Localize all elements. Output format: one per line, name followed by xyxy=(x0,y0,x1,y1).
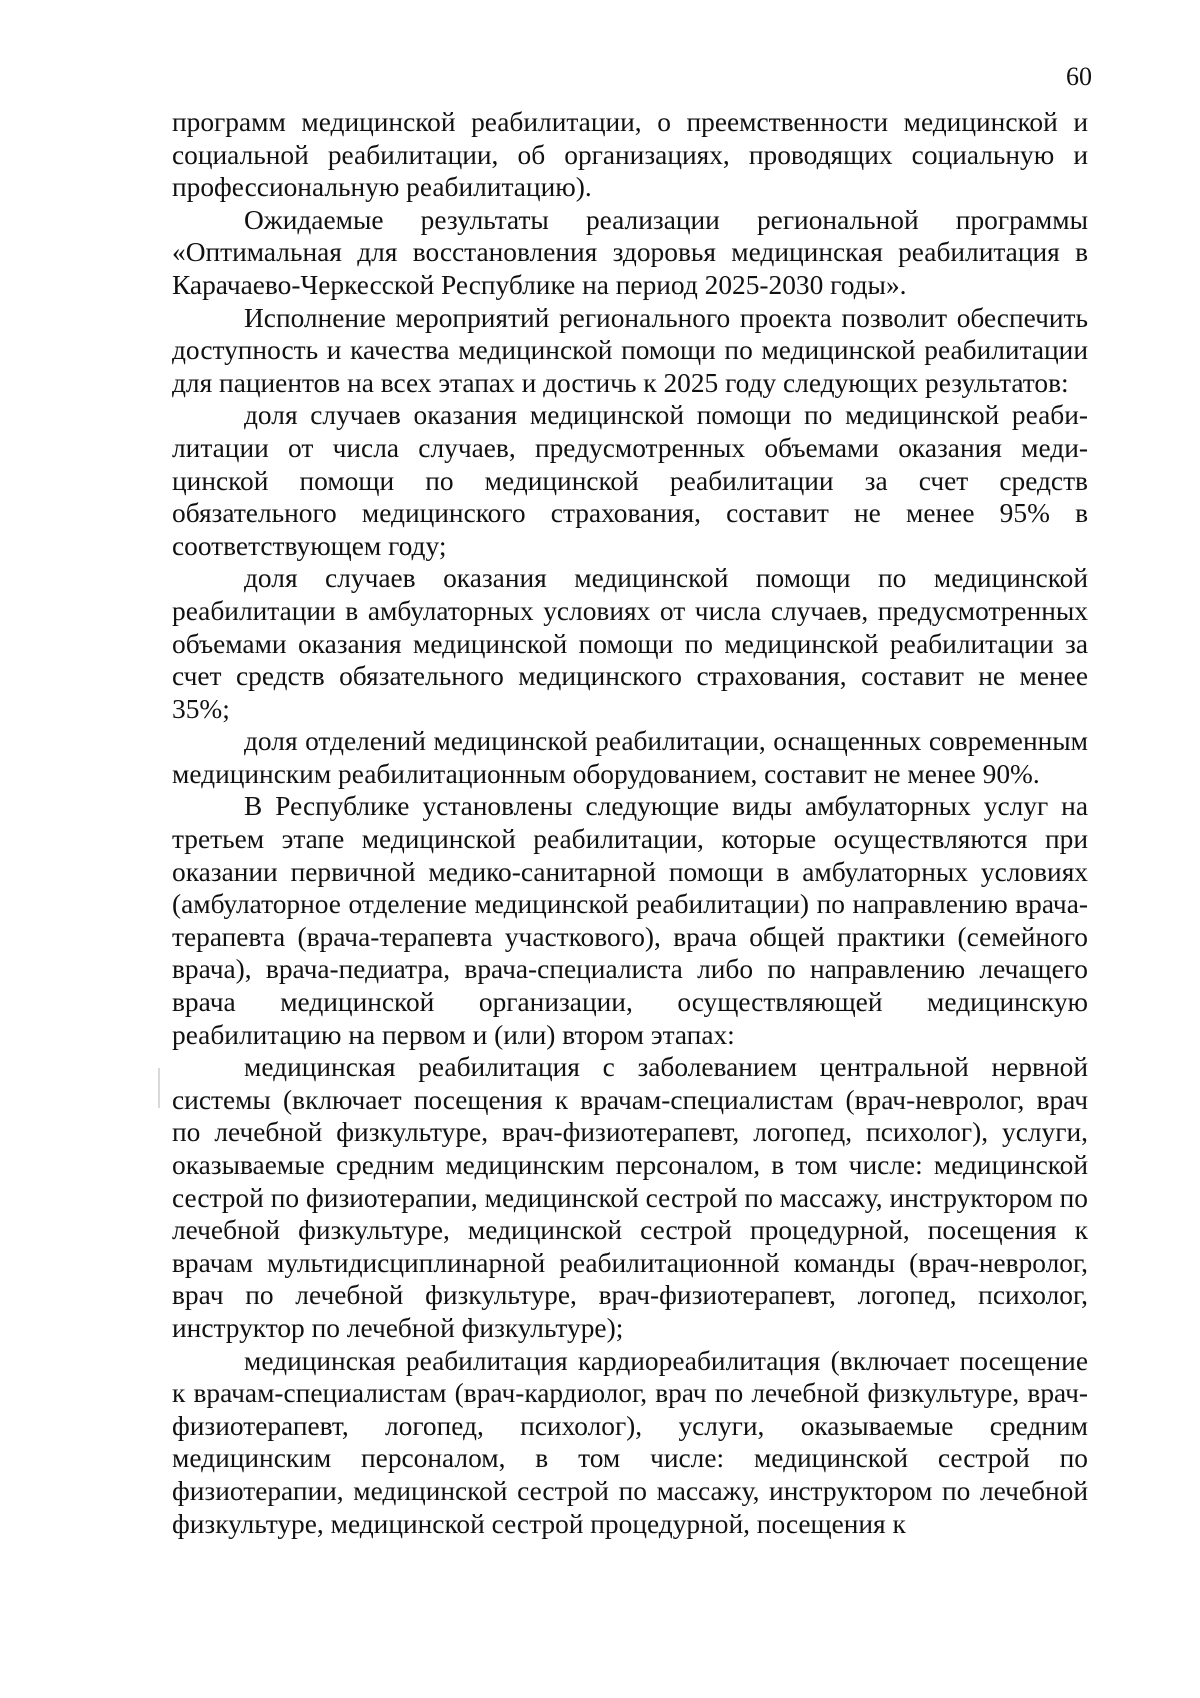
paragraph-rehabilitation-programs: программ медицинской реабилитации, о преемственности медицинской и социальной реабилитации, об организациях, проводящих социальную и профессиональную реабилитацию). xyxy=(172,107,1088,203)
page-number: 60 xyxy=(1066,62,1092,91)
paragraph-project-execution: Исполнение мероприятий регионального проекта позволит обеспечить доступность и качества медицинской помощи по медицинской реабилитации для пациентов на всех этапах и достичь к 2025 году следующих результатов: xyxy=(172,302,1088,398)
paragraph-expected-results: Ожидаемые результаты реализации региональной программы «Оптимальная для восстановления здоровья медицинская реабилитация в Карачаево-Черкесской Республике на период 2025-2030 годы». xyxy=(172,204,1088,300)
paragraph-cns-rehabilitation: медицинская реабилитация с заболеванием центральной нервной системы (включает посещения к врачам-специалистам (врач-невролог, врач по лечебной физкультуре, врач-физиотерапевт, логопед, психолог), услуги, оказываемые средним медицинским персоналом, в том числе: медицинской сестрой по физиотерапии, медицинской сестрой по массажу, инструктором по лечебной физкультуре, медицинской сестрой процедурной, посещения к врачам мультидисциплинарной реабилитационной команды (врач-невролог, врач по лечебной физкультуре, врач-физиотерапевт, логопед, психолог, инструктор по лечебной физкультуре); xyxy=(172,1052,1088,1343)
paragraph-outpatient-services: В Республике установлены следующие виды амбулаторных услуг на третьем этапе медицинской реабилитации, которые осуществляются при оказании первичной медико-санитарной помощи в амбулаторных условиях (амбулаторное отделение медицинской реабилитации) по направлению врача-терапевта (врача-терапевта участкового), врача общей практики (семейного врача), врача-педиатра, врача-специалиста либо по направлению лечащего врача медицинской организации, осуществляющей медицинскую реабилитацию на первом и (или) втором этапах: xyxy=(172,791,1088,1050)
paragraph-cardio-rehabilitation: медицинская реабилитация кардиореабилитация (включает посещение к врачам-специалистам (врач-кардиолог, врач по лечебной физкультуре, врач-физиотерапевт, логопед, психолог), услуги, оказываемые средним медицинским персоналом, в том числе: медицинской сестрой по физиотерапии, медицинской сестрой по массажу, инструктором по лечебной физкультуре, медицинской сестрой процедурной, посещения к xyxy=(172,1345,1088,1539)
paragraph-share-outpatient-cases: доля случаев оказания медицинской помощи по медицинской реабилитации в амбулаторных условиях от числа случаев, предусмотренных объемами оказания медицинской помощи по медицинской реабилитации за счет средств обязательного медицинского страхования, составит не менее 35%; xyxy=(172,563,1088,724)
document-body xyxy=(172,106,1088,1540)
paragraph-share-of-cases: доля случаев оказания медицинской помощи по медицинской реабилитации от числа случаев, предусмотренных объемами оказания медицинской помощи по медицинской реабилитации за счет средств обязательного медицинского страхования, составит не менее 95% в соответствующем году; xyxy=(172,400,1088,561)
paragraph-share-equipped-departments: доля отделений медицинской реабилитации, оснащенных современным медицинским реабилитационным оборудованием, составит не менее 90%. xyxy=(172,726,1088,789)
scan-artifact-line xyxy=(158,1068,160,1108)
